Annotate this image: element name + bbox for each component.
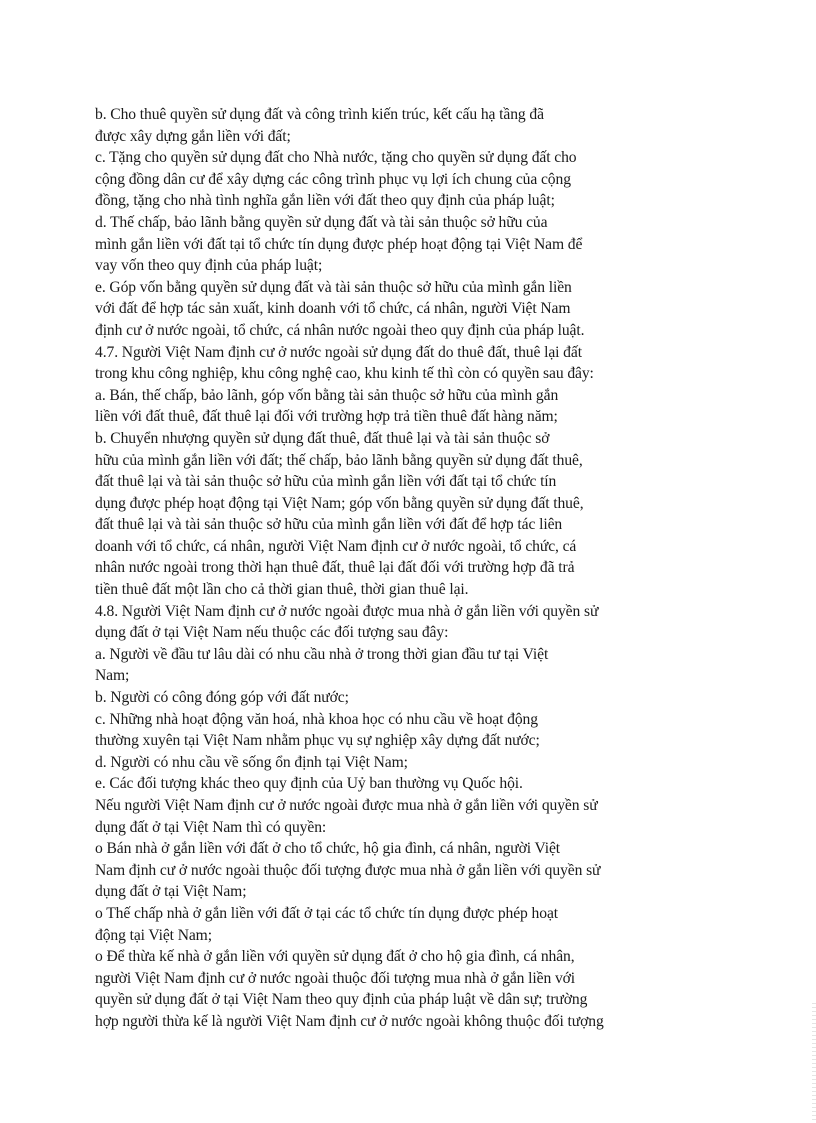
document-line: d. Người có nhu cầu về sống ổn định tại Việt Nam;: [95, 753, 408, 771]
document-line: Nam định cư ở nước ngoài thuộc đối tượng được mua nhà ở gắn liền với quyền sử: [95, 861, 601, 879]
document-line: định cư ở nước ngoài, tổ chức, cá nhân nước ngoài theo quy định của pháp luật.: [95, 321, 585, 339]
document-line: d. Thế chấp, bảo lãnh bằng quyền sử dụng đất và tài sản thuộc sở hữu của: [95, 213, 548, 231]
document-line: trong khu công nghiệp, khu công nghệ cao, khu kinh tế thì còn có quyền sau đây:: [95, 365, 594, 383]
document-line: Nam;: [95, 667, 130, 685]
document-line: doanh với tổ chức, cá nhân, người Việt Nam định cư ở nước ngoài, tổ chức, cá: [95, 537, 577, 555]
document-line: c. Những nhà hoạt động văn hoá, nhà khoa học có nhu cầu về hoạt động: [95, 710, 538, 728]
document-line: động tại Việt Nam;: [95, 926, 212, 944]
document-line: cộng đồng dân cư để xây dựng các công trình phục vụ lợi ích chung của cộng: [95, 170, 571, 188]
document-line: được xây dựng gắn liền với đất;: [95, 127, 291, 145]
document-line: quyền sử dụng đất ở tại Việt Nam theo quy định của pháp luật về dân sự; trường: [95, 991, 588, 1009]
document-line: người Việt Nam định cư ở nước ngoài thuộc đối tượng mua nhà ở gắn liền với: [95, 969, 576, 987]
document-line: Nếu người Việt Nam định cư ở nước ngoài được mua nhà ở gắn liền với quyền sử: [95, 797, 598, 814]
document-line: o Thế chấp nhà ở gắn liền với đất ở tại các tổ chức tín dụng được phép hoạt: [95, 904, 558, 922]
document-line: đất thuê lại và tài sản thuộc sở hữu của mình gắn liền với đất tại tổ chức tín: [95, 473, 557, 491]
document-line: c. Tặng cho quyền sử dụng đất cho Nhà nước, tặng cho quyền sử dụng đất cho: [95, 149, 577, 167]
document-line: a. Bán, thế chấp, bảo lãnh, góp vốn bằng tài sản thuộc sở hữu của mình gắn: [95, 386, 559, 404]
document-line: hợp người thừa kế là người Việt Nam định cư ở nước ngoài không thuộc đối tượng: [95, 1012, 604, 1030]
document-line: nhân nước ngoài trong thời hạn thuê đất, thuê lại đất đối với trường hợp đã trả: [95, 559, 575, 577]
page-edge-marks: [812, 1003, 816, 1123]
document-line: 4.8. Người Việt Nam định cư ở nước ngoài được mua nhà ở gắn liền với quyền sử: [95, 602, 599, 620]
document-line: e. Góp vốn bằng quyền sử dụng đất và tài sản thuộc sở hữu của mình gắn liền: [95, 278, 572, 296]
document-line: dụng được phép hoạt động tại Việt Nam; góp vốn bằng quyền sử dụng đất thuê,: [95, 494, 584, 512]
document-line: e. Các đối tượng khác theo quy định của Uỷ ban thường vụ Quốc hội.: [95, 775, 523, 793]
document-line: đất thuê lại và tài sản thuộc sở hữu của mình gắn liền với đất để hợp tác liên: [95, 516, 563, 534]
document-line: 4.7. Người Việt Nam định cư ở nước ngoài sử dụng đất do thuê đất, thuê lại đất: [95, 343, 582, 361]
document-line: tiền thuê đất một lần cho cả thời gian thuê, thời gian thuê lại.: [95, 581, 469, 599]
document-line: dụng đất ở tại Việt Nam nếu thuộc các đối tượng sau đây:: [95, 624, 449, 642]
document-line: dụng đất ở tại Việt Nam;: [95, 883, 247, 901]
document-line: vay vốn theo quy định của pháp luật;: [95, 257, 323, 275]
document-line: đồng, tặng cho nhà tình nghĩa gắn liền với đất theo quy định của pháp luật;: [95, 192, 555, 210]
document-line: liền với đất thuê, đất thuê lại đối với trường hợp trả tiền thuê đất hàng năm;: [95, 408, 558, 426]
document-line: thường xuyên tại Việt Nam nhằm phục vụ sự nghiệp xây dựng đất nước;: [95, 732, 540, 750]
document-line: với đất để hợp tác sản xuất, kinh doanh với tổ chức, cá nhân, người Việt Nam: [95, 300, 571, 318]
document-line: b. Người có công đóng góp với đất nước;: [95, 689, 349, 707]
document-body: [95, 104, 685, 1033]
document-line: mình gắn liền với đất tại tổ chức tín dụng được phép hoạt động tại Việt Nam để: [95, 235, 583, 253]
document-line: b. Cho thuê quyền sử dụng đất và công trình kiến trúc, kết cấu hạ tầng đã: [95, 106, 544, 123]
document-line: a. Người về đầu tư lâu dài có nhu cầu nhà ở trong thời gian đầu tư tại Việt: [95, 645, 549, 663]
document-line: dụng đất ở tại Việt Nam thì có quyền:: [95, 818, 327, 836]
document-line: o Để thừa kế nhà ở gắn liền với quyền sử dụng đất ở cho hộ gia đình, cá nhân,: [95, 948, 575, 966]
document-line: o Bán nhà ở gắn liền với đất ở cho tổ chức, hộ gia đình, cá nhân, người Việt: [95, 840, 561, 858]
document-line: hữu của mình gắn liền với đất; thế chấp, bảo lãnh bằng quyền sử dụng đất thuê,: [95, 451, 583, 469]
document-line: b. Chuyển nhượng quyền sử dụng đất thuê, đất thuê lại và tài sản thuộc sở: [95, 429, 550, 447]
